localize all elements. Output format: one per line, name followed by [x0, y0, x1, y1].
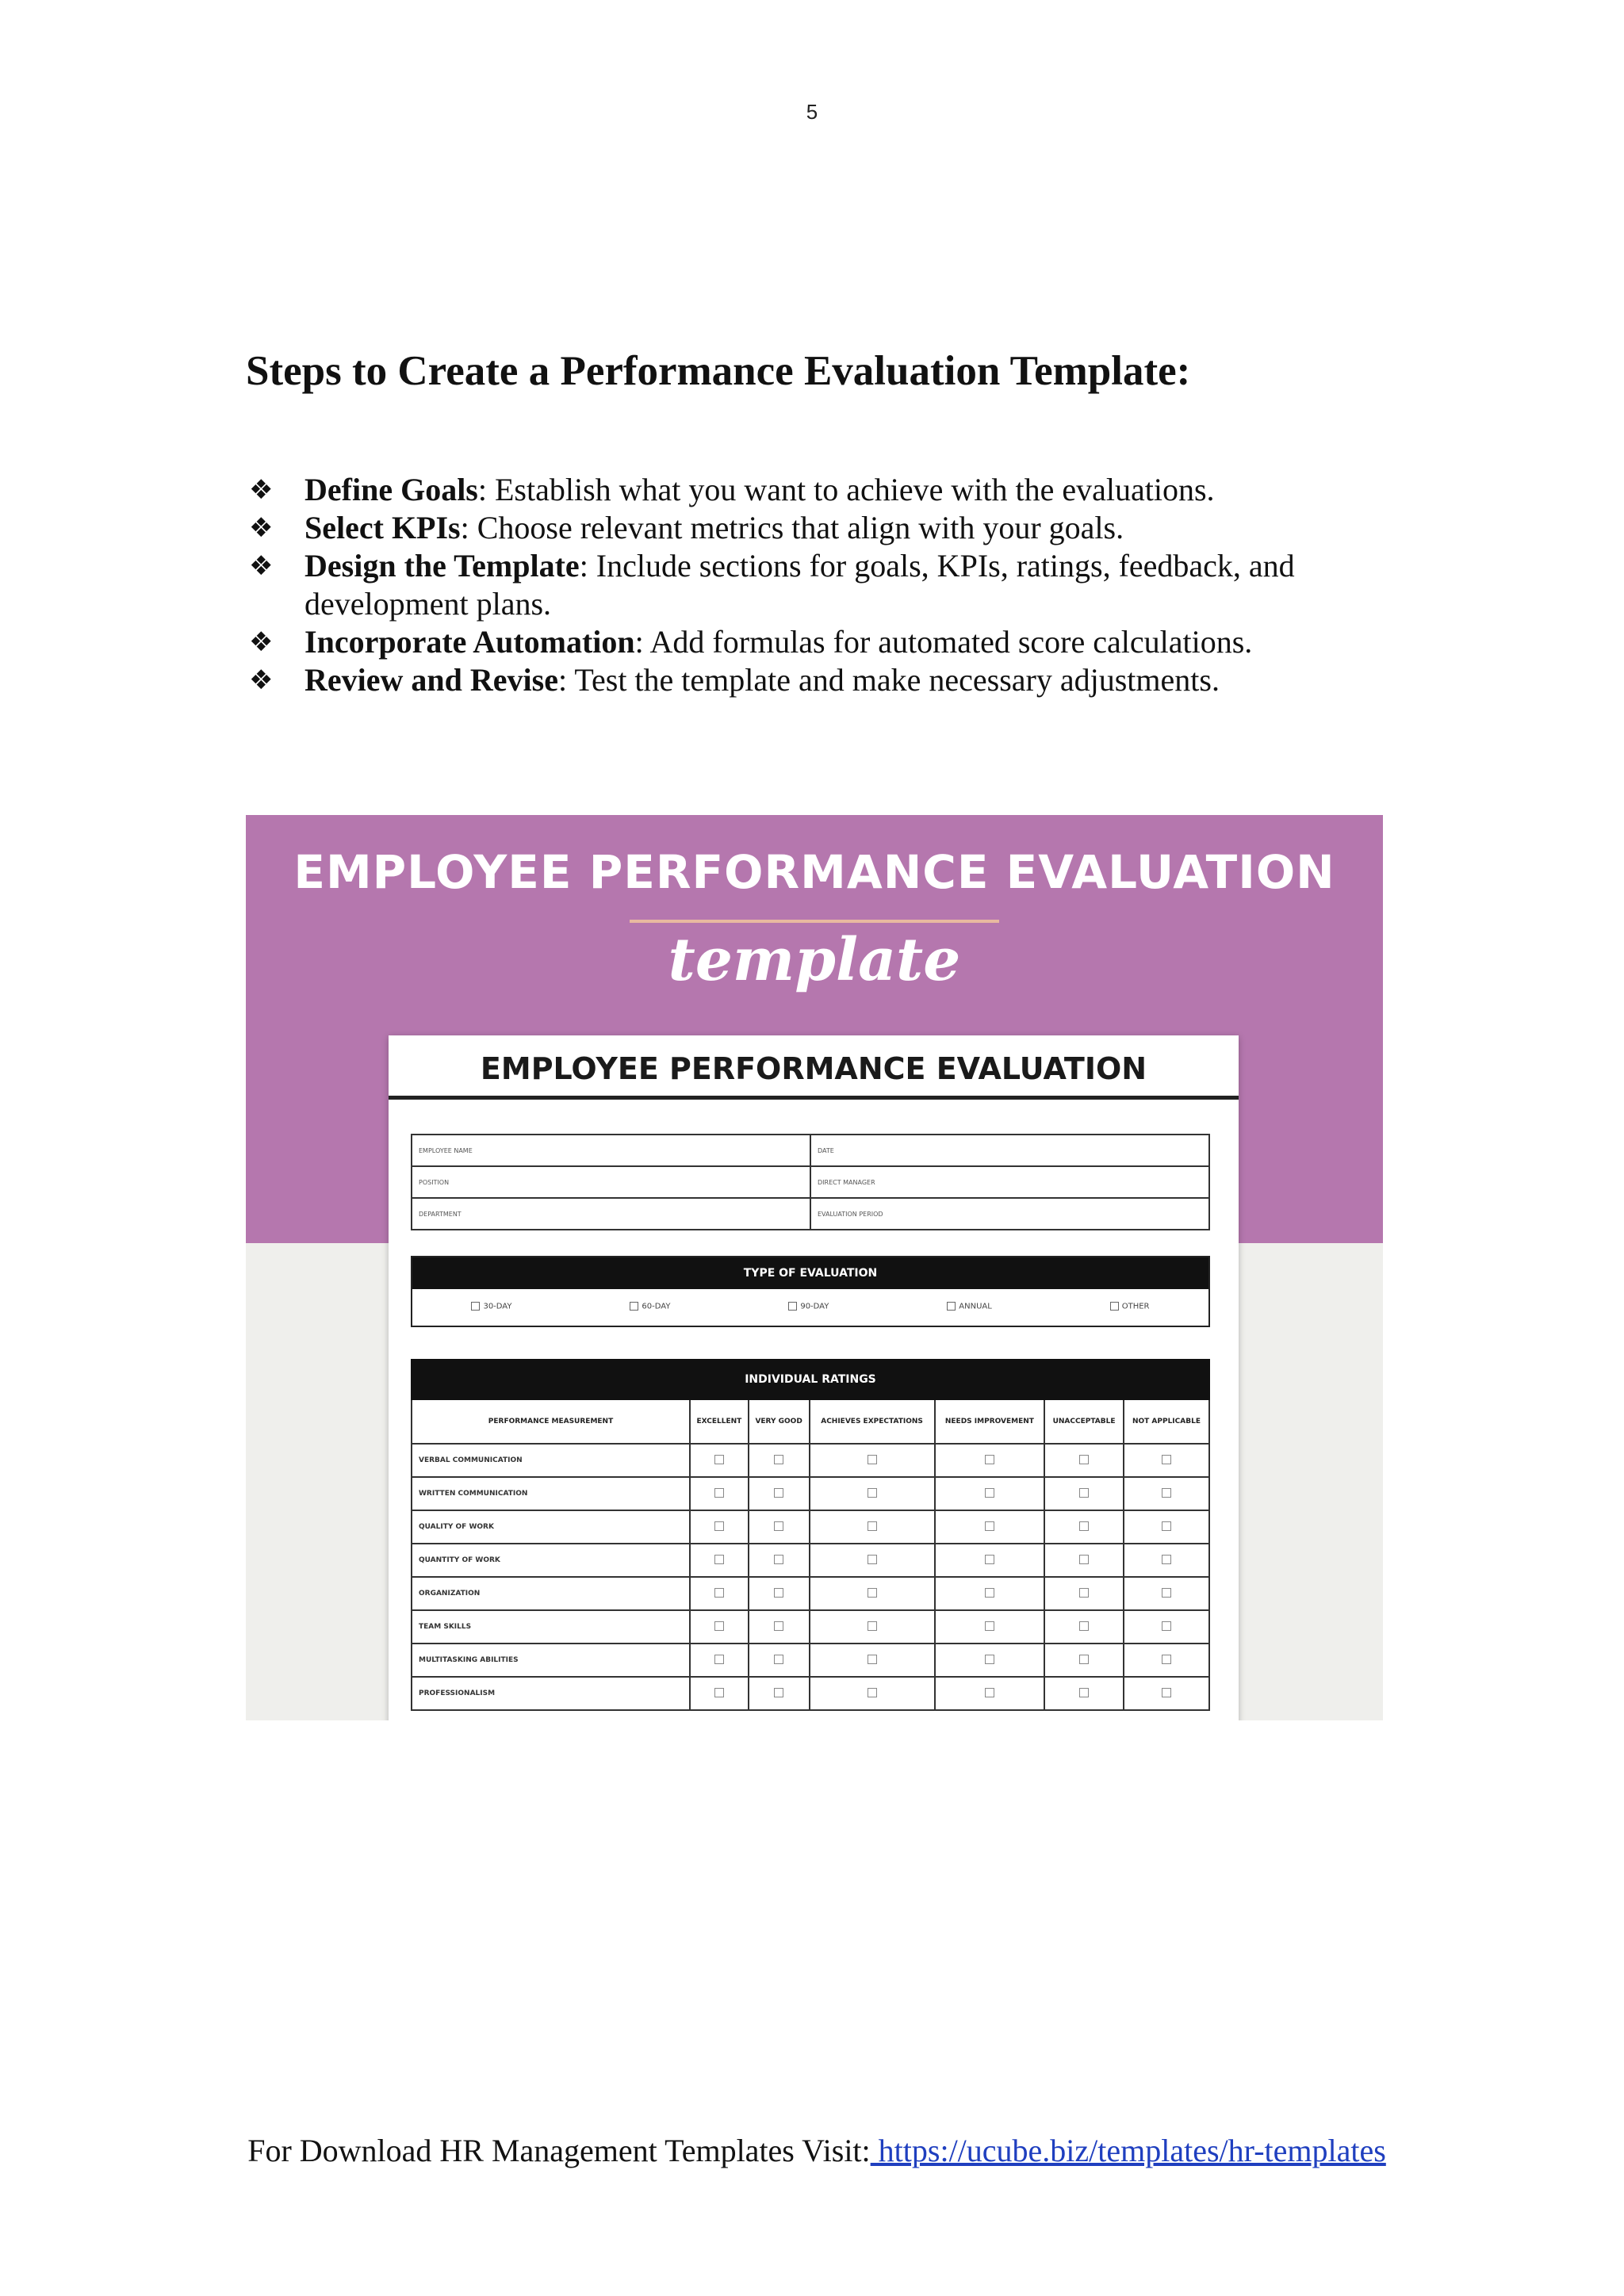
checkbox-icon	[1162, 1688, 1171, 1697]
checkbox-icon	[985, 1488, 994, 1498]
rating-cell	[690, 1577, 749, 1610]
column-header: ACHIEVES EXPECTATIONS	[810, 1399, 935, 1444]
rating-cell	[1124, 1477, 1209, 1510]
performance-measure-label: TEAM SKILLS	[412, 1610, 690, 1644]
checkbox-icon	[1162, 1455, 1171, 1464]
checkbox-icon	[1162, 1488, 1171, 1498]
checkbox-icon	[1110, 1302, 1119, 1311]
checkbox-icon	[774, 1688, 783, 1697]
rating-cell	[1124, 1544, 1209, 1577]
checkbox-icon	[868, 1655, 877, 1664]
checkbox-icon	[985, 1455, 994, 1464]
checkbox-icon	[1162, 1621, 1171, 1631]
checkbox-icon	[1079, 1555, 1089, 1564]
checkbox-icon	[1162, 1521, 1171, 1531]
column-header: EXCELLENT	[690, 1399, 749, 1444]
checkbox-icon	[868, 1488, 877, 1498]
sheet-title: EMPLOYEE PERFORMANCE EVALUATION	[480, 1051, 1147, 1086]
checkbox-icon	[868, 1621, 877, 1631]
rating-cell	[810, 1644, 935, 1677]
checkbox-icon	[1162, 1655, 1171, 1664]
rating-cell	[1044, 1444, 1124, 1477]
steps-list	[246, 471, 1396, 699]
step-text: : Choose relevant metrics that align with your goals.	[460, 510, 1124, 545]
type-option	[471, 1302, 511, 1311]
list-item	[246, 547, 1396, 623]
individual-ratings-table	[411, 1359, 1210, 1711]
checkbox-icon	[1079, 1455, 1089, 1464]
type-option-label: 60-DAY	[642, 1302, 671, 1311]
rating-cell	[935, 1644, 1045, 1677]
diamond-bullet-icon: ❖	[249, 626, 274, 658]
ratings-column-headers	[412, 1399, 1209, 1444]
table-row	[412, 1544, 1209, 1577]
rating-cell	[1044, 1610, 1124, 1644]
rating-cell	[1124, 1644, 1209, 1677]
info-field: POSITION	[412, 1166, 810, 1198]
checkbox-icon	[774, 1488, 783, 1498]
performance-measure-label: QUANTITY OF WORK	[412, 1544, 690, 1577]
checkbox-icon	[714, 1555, 724, 1564]
step-text: : Include sections for goals, KPIs, ratings, feedback, and development plans.	[304, 548, 1295, 622]
step-text: : Establish what you want to achieve with the evaluations.	[477, 472, 1215, 507]
rating-cell	[810, 1477, 935, 1510]
table-row	[412, 1477, 1209, 1510]
step-term: Define Goals	[304, 472, 478, 507]
step-term: Review and Revise	[304, 662, 558, 698]
checkbox-icon	[868, 1455, 877, 1464]
table-row	[412, 1166, 1209, 1198]
template-preview-image	[246, 815, 1383, 1720]
checkbox-icon	[774, 1455, 783, 1464]
performance-measure-label: QUALITY OF WORK	[412, 1510, 690, 1544]
rating-cell	[749, 1510, 810, 1544]
list-item	[246, 661, 1396, 699]
diamond-bullet-icon: ❖	[249, 512, 274, 544]
rating-cell	[749, 1644, 810, 1677]
table-row	[412, 1135, 1209, 1166]
rating-cell	[749, 1677, 810, 1710]
checkbox-icon	[1079, 1521, 1089, 1531]
rating-cell	[935, 1677, 1045, 1710]
checkbox-icon	[985, 1588, 994, 1598]
type-option-label: 90-DAY	[800, 1302, 829, 1311]
step-text: : Test the template and make necessary adjustments.	[557, 662, 1220, 698]
footer	[238, 2131, 1396, 2171]
performance-measure-label: PROFESSIONALISM	[412, 1677, 690, 1710]
templates-link[interactable]: https://ucube.biz/templates/hr-templates	[870, 2133, 1386, 2168]
list-item	[246, 471, 1396, 509]
rating-cell	[810, 1444, 935, 1477]
ratings-body	[412, 1444, 1209, 1710]
evaluation-type-options	[412, 1289, 1208, 1324]
rating-cell	[810, 1610, 935, 1644]
checkbox-icon	[985, 1688, 994, 1697]
checkbox-icon	[985, 1621, 994, 1631]
rating-cell	[749, 1610, 810, 1644]
list-item	[246, 509, 1396, 547]
checkbox-icon	[985, 1655, 994, 1664]
column-header: NEEDS IMPROVEMENT	[935, 1399, 1045, 1444]
table-row	[412, 1510, 1209, 1544]
checkbox-icon	[947, 1302, 956, 1311]
type-option	[630, 1302, 670, 1311]
evaluation-type-section	[411, 1256, 1210, 1327]
type-option-label: OTHER	[1121, 1302, 1150, 1311]
rating-cell	[1124, 1510, 1209, 1544]
performance-measure-label: ORGANIZATION	[412, 1577, 690, 1610]
table-row	[412, 1444, 1209, 1477]
type-option	[788, 1302, 829, 1311]
checkbox-icon	[985, 1521, 994, 1531]
info-field: DATE	[810, 1135, 1209, 1166]
rating-cell	[1044, 1644, 1124, 1677]
evaluation-sheet	[389, 1035, 1239, 1720]
checkbox-icon	[714, 1521, 724, 1531]
checkbox-icon	[714, 1488, 724, 1498]
column-header: VERY GOOD	[749, 1399, 810, 1444]
checkbox-icon	[1079, 1688, 1089, 1697]
rating-cell	[935, 1577, 1045, 1610]
rating-cell	[1124, 1577, 1209, 1610]
rating-cell	[749, 1477, 810, 1510]
rating-cell	[935, 1544, 1045, 1577]
section-heading: Steps to Create a Performance Evaluation Template:	[246, 348, 1191, 394]
rating-cell	[935, 1610, 1045, 1644]
checkbox-icon	[788, 1302, 797, 1311]
type-option-label: ANNUAL	[959, 1302, 992, 1311]
rating-cell	[810, 1510, 935, 1544]
checkbox-icon	[774, 1621, 783, 1631]
step-term: Select KPIs	[304, 510, 461, 545]
banner-title: EMPLOYEE PERFORMANCE EVALUATION	[293, 845, 1335, 899]
rating-cell	[1124, 1444, 1209, 1477]
checkbox-icon	[471, 1302, 480, 1311]
checkbox-icon	[714, 1688, 724, 1697]
rating-cell	[810, 1677, 935, 1710]
rating-cell	[690, 1444, 749, 1477]
rating-cell	[690, 1610, 749, 1644]
checkbox-icon	[868, 1555, 877, 1564]
rating-cell	[690, 1477, 749, 1510]
banner-divider	[630, 920, 999, 923]
checkbox-icon	[630, 1302, 638, 1311]
column-header: NOT APPLICABLE	[1124, 1399, 1209, 1444]
rating-cell	[810, 1544, 935, 1577]
step-text: : Add formulas for automated score calculations.	[634, 624, 1253, 660]
diamond-bullet-icon: ❖	[249, 664, 274, 696]
rating-cell	[1124, 1677, 1209, 1710]
rating-cell	[935, 1477, 1045, 1510]
type-option-label: 30-DAY	[483, 1302, 512, 1311]
checkbox-icon	[774, 1588, 783, 1598]
rating-cell	[690, 1644, 749, 1677]
rating-cell	[690, 1510, 749, 1544]
rating-cell	[690, 1544, 749, 1577]
checkbox-icon	[1162, 1588, 1171, 1598]
performance-measure-label: WRITTEN COMMUNICATION	[412, 1477, 690, 1510]
rating-cell	[690, 1677, 749, 1710]
rating-cell	[935, 1444, 1045, 1477]
rating-cell	[935, 1510, 1045, 1544]
page-number: 5	[806, 100, 818, 124]
checkbox-icon	[774, 1555, 783, 1564]
info-field: DEPARTMENT	[412, 1198, 810, 1230]
table-row	[412, 1610, 1209, 1644]
checkbox-icon	[714, 1588, 724, 1598]
ratings-header: INDIVIDUAL RATINGS	[412, 1360, 1209, 1399]
checkbox-icon	[714, 1621, 724, 1631]
checkbox-icon	[1162, 1555, 1171, 1564]
diamond-bullet-icon: ❖	[249, 550, 274, 582]
checkbox-icon	[868, 1688, 877, 1697]
list-item	[246, 623, 1396, 661]
checkbox-icon	[868, 1521, 877, 1531]
rating-cell	[749, 1577, 810, 1610]
info-field: DIRECT MANAGER	[810, 1166, 1209, 1198]
checkbox-icon	[1079, 1588, 1089, 1598]
table-row	[412, 1577, 1209, 1610]
table-row	[412, 1198, 1209, 1230]
rating-cell	[1044, 1677, 1124, 1710]
checkbox-icon	[774, 1655, 783, 1664]
info-field: EVALUATION PERIOD	[810, 1198, 1209, 1230]
checkbox-icon	[1079, 1621, 1089, 1631]
employee-info-table	[411, 1134, 1210, 1230]
checkbox-icon	[774, 1521, 783, 1531]
checkbox-icon	[985, 1555, 994, 1564]
rating-cell	[749, 1444, 810, 1477]
info-field: EMPLOYEE NAME	[412, 1135, 810, 1166]
rating-cell	[749, 1544, 810, 1577]
step-term: Design the Template	[304, 548, 580, 584]
evaluation-type-header: TYPE OF EVALUATION	[412, 1257, 1208, 1289]
rating-cell	[1044, 1510, 1124, 1544]
footer-text: For Download HR Management Templates Visit:	[247, 2133, 871, 2168]
rating-cell	[1044, 1544, 1124, 1577]
type-option	[947, 1302, 992, 1311]
rating-cell	[1044, 1577, 1124, 1610]
step-term: Incorporate Automation	[304, 624, 635, 660]
checkbox-icon	[1079, 1655, 1089, 1664]
rating-cell	[810, 1577, 935, 1610]
type-option	[1110, 1302, 1150, 1311]
performance-measure-label: MULTITASKING ABILITIES	[412, 1644, 690, 1677]
rating-cell	[1124, 1610, 1209, 1644]
checkbox-icon	[714, 1455, 724, 1464]
table-row	[412, 1644, 1209, 1677]
checkbox-icon	[714, 1655, 724, 1664]
column-header: PERFORMANCE MEASUREMENT	[412, 1399, 690, 1444]
table-row	[412, 1677, 1209, 1710]
diamond-bullet-icon: ❖	[249, 474, 274, 506]
column-header: UNACCEPTABLE	[1044, 1399, 1124, 1444]
sheet-divider	[389, 1096, 1239, 1100]
performance-measure-label: VERBAL COMMUNICATION	[412, 1444, 690, 1477]
checkbox-icon	[1079, 1488, 1089, 1498]
rating-cell	[1044, 1477, 1124, 1510]
banner-script-title: template	[668, 926, 961, 994]
checkbox-icon	[868, 1588, 877, 1598]
